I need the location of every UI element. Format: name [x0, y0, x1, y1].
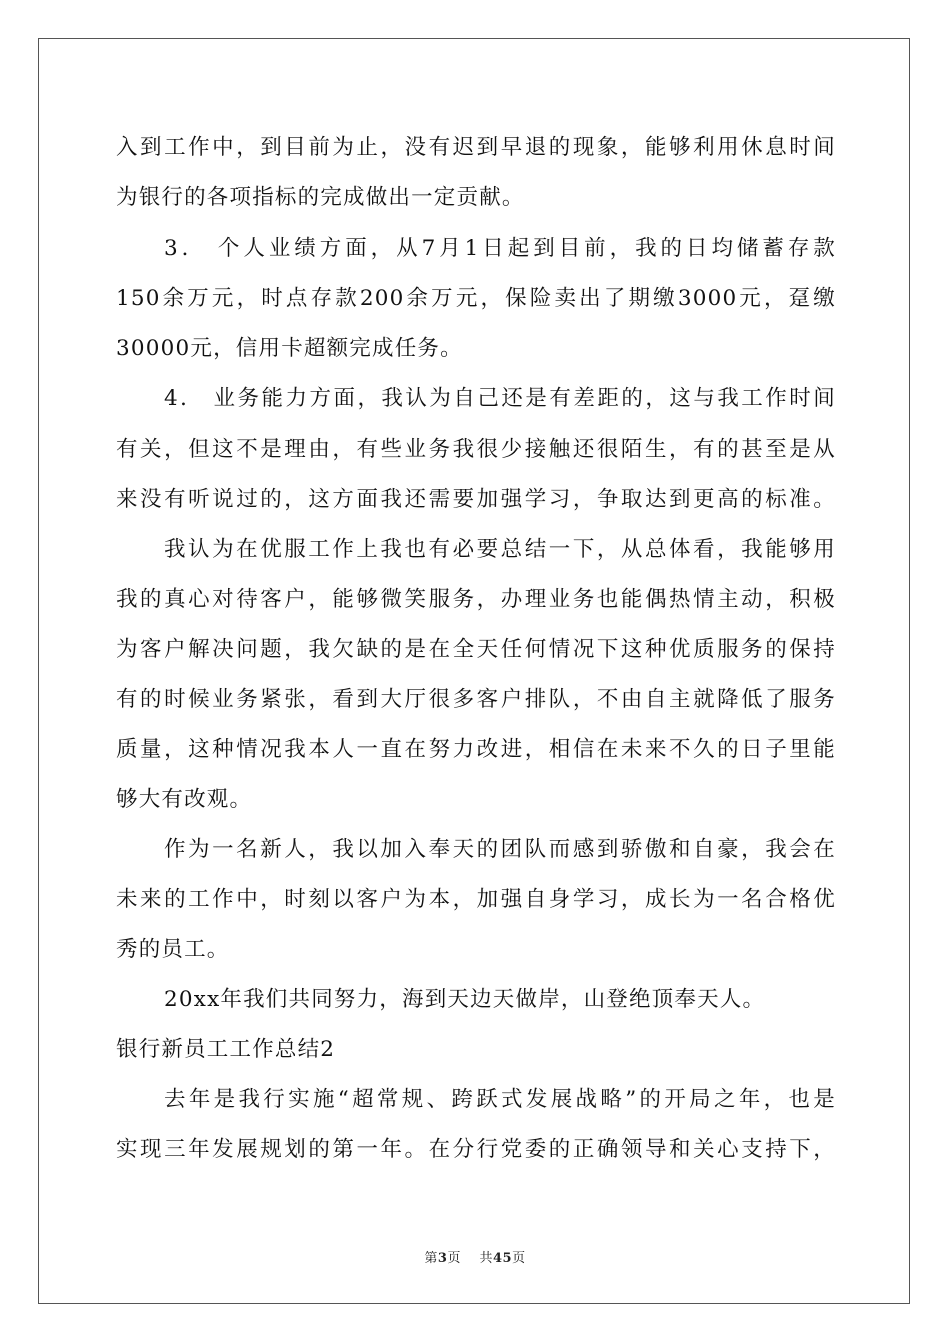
- text-line: 入到工作中，到目前为止，没有迟到早退的现象，能够利用休息时间: [116, 135, 836, 160]
- text-line: 150余万元，时点存款200余万元，保险卖出了期缴3000元，趸缴: [116, 286, 836, 311]
- total-pages: 45: [493, 1251, 513, 1266]
- text-line: 未来的工作中，时刻以客户为本，加强自身学习，成长为一名合格优: [116, 887, 836, 912]
- section-heading: 银行新员工工作总结2: [116, 1037, 336, 1062]
- total-prefix: 共: [479, 1251, 493, 1266]
- text-line: 我认为在优服工作上我也有必要总结一下，从总体看，我能够用: [164, 537, 836, 562]
- text-line: 我的真心对待客户，能够微笑服务，办理业务也能偶热情主动，积极: [116, 587, 836, 612]
- page-suffix: 页: [447, 1251, 461, 1266]
- text-line: 有的时候业务紧张，看到大厅很多客户排队，不由自主就降低了服务: [116, 687, 836, 712]
- page-footer: [0, 1247, 950, 1266]
- text-line: 质量，这种情况我本人一直在努力改进，相信在未来不久的日子里能: [116, 737, 836, 762]
- text-line: 4． 业务能力方面，我认为自己还是有差距的，这与我工作时间: [164, 386, 836, 411]
- text-line: 20xx年我们共同努力，海到天边天做岸，山登绝顶奉天人。: [164, 987, 766, 1012]
- text-line: 30000元，信用卡超额完成任务。: [116, 336, 463, 361]
- text-line: 为客户解决问题，我欠缺的是在全天任何情况下这种优质服务的保持: [116, 637, 836, 662]
- page-prefix: 第: [424, 1251, 438, 1266]
- text-line: 来没有听说过的，这方面我还需要加强学习，争取达到更高的标准。: [116, 487, 836, 512]
- page-number: 3: [437, 1251, 448, 1266]
- text-line: 有关，但这不是理由，有些业务我很少接触还很陌生，有的甚至是从: [116, 437, 836, 462]
- text-line: 作为一名新人，我以加入奉天的团队而感到骄傲和自豪，我会在: [164, 837, 836, 862]
- total-suffix: 页: [512, 1251, 526, 1266]
- text-line: 去年是我行实施“超常规、跨跃式发展战略”的开局之年，也是: [164, 1087, 836, 1112]
- text-line: 秀的员工。: [116, 937, 230, 962]
- text-line: 为银行的各项指标的完成做出一定贡献。: [116, 185, 525, 210]
- text-line: 实现三年发展规划的第一年。在分行党委的正确领导和关心支持下，: [116, 1137, 836, 1162]
- text-line: 3． 个人业绩方面，从7月1日起到目前，我的日均储蓄存款: [164, 236, 836, 261]
- text-line: 够大有改观。: [116, 787, 253, 812]
